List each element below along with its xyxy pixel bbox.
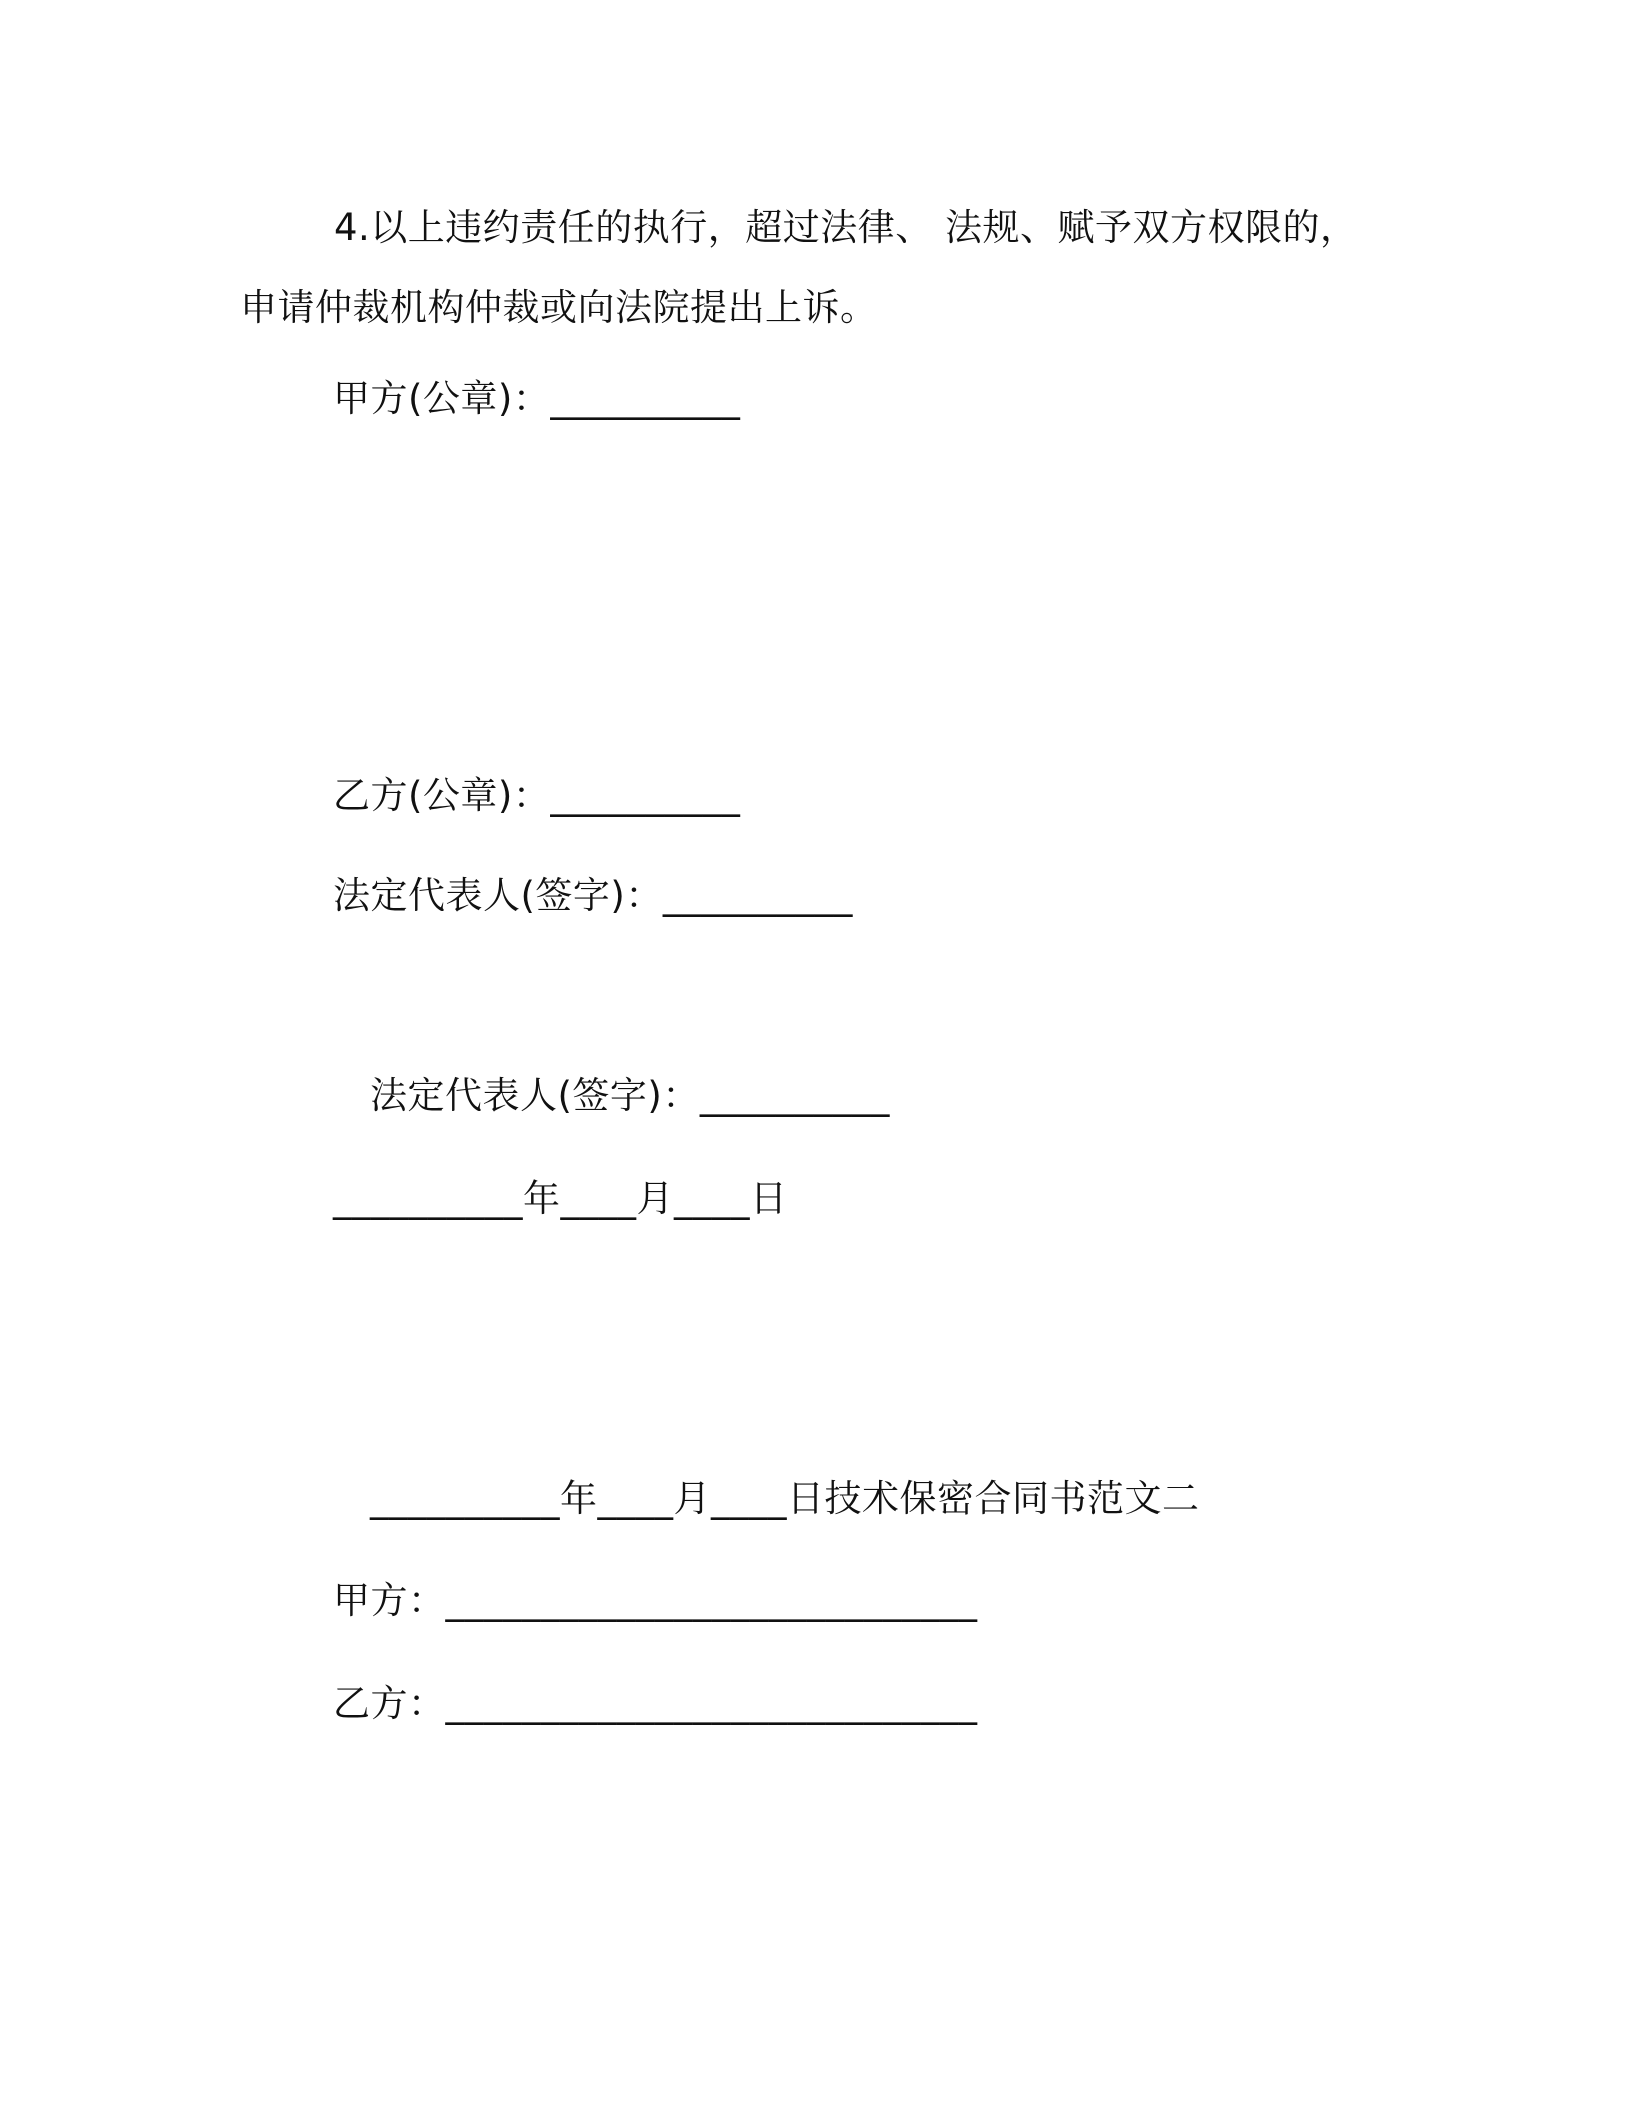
date-title-line: __________年____月____日技术保密合同书范文二	[370, 1477, 1200, 1520]
legal-rep-signature-line-1: 法定代表人(签字)：__________	[333, 874, 853, 917]
party-b-field-line: 乙方：____________________________	[333, 1682, 978, 1725]
clause-4-paragraph: 4.以上违约责任的执行，超过法律、 法规、赋予双方权限的，申请仲裁机构仲裁或向法院提出上诉。	[240, 206, 1358, 329]
party-a-field-line: 甲方：____________________________	[333, 1579, 978, 1622]
legal-rep-signature-line-2: 法定代表人(签字)：__________	[370, 1074, 890, 1117]
party-b-seal-line: 乙方(公章)：__________	[333, 774, 741, 817]
party-a-seal-line: 甲方(公章)：__________	[333, 377, 741, 420]
date-line: __________年____月____日	[333, 1177, 788, 1220]
